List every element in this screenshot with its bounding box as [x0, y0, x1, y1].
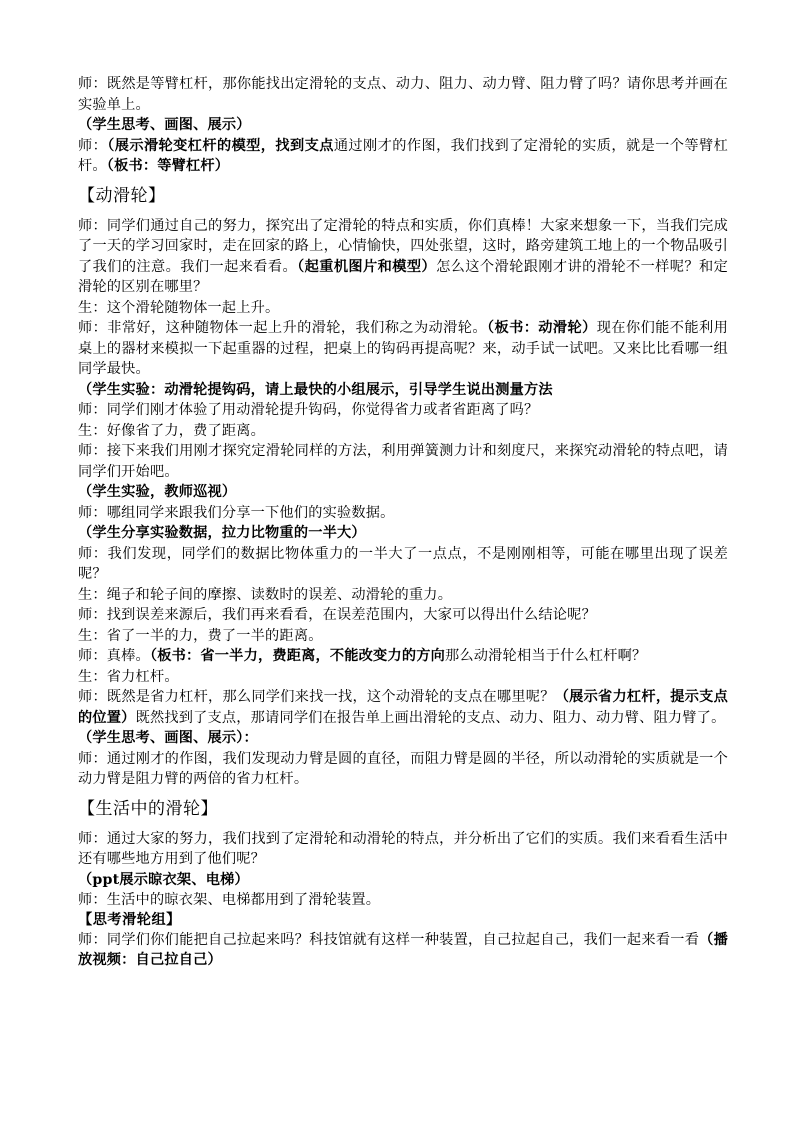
text-run: 师：既然是省力杠杆，那么同学们来找一找，这个动滑轮的支点在哪里呢？	[78, 689, 555, 705]
paragraph	[78, 870, 728, 891]
text-run: 师：同学们你们能把自己拉起来吗？科技馆就有这样一种装置，自己拉起自己，我们一起来看一看	[78, 931, 700, 948]
paragraph	[78, 667, 728, 688]
bold-text: （展示滑轮变杠杆的模型，找到支点	[107, 137, 334, 154]
text-run: 生：这个滑轮随物体一起上升。	[78, 299, 280, 316]
text-run: 师：	[78, 137, 108, 154]
bold-text: （学生实验，教师巡视）	[78, 484, 237, 500]
bold-text: （板书：等臂杠杆）	[106, 158, 230, 174]
paragraph	[78, 482, 728, 503]
paragraph	[78, 115, 728, 136]
paragraph	[78, 890, 728, 911]
text-run: 生：绳子和轮子间的摩擦、读数时的误差、动滑轮的重力。	[78, 586, 453, 603]
text-run: 师：哪组同学来跟我们分享一下他们的实验数据。	[78, 504, 395, 521]
text-run: 通过刚才的作图，我们找到了定滑轮的实质，就是一个等臂杠杆。	[78, 137, 728, 174]
paragraph	[78, 626, 728, 647]
paragraph	[78, 298, 728, 319]
text-run: 现在你们能不能利用桌上的器材来模拟一下起重器的过程，把桌上的钩码再提高呢？来，动手试一试吧。又来比比看哪一组同学最快。	[78, 320, 728, 377]
bold-text: （学生分享实验数据，拉力比物重的一半大）	[78, 525, 366, 541]
paragraph	[78, 441, 728, 482]
paragraph	[78, 930, 728, 971]
text-run: 生：省力杠杆。	[78, 668, 179, 685]
text-run: 师：生活中的晾衣架、电梯都用到了滑轮装置。	[78, 892, 381, 908]
text-run: 那么动滑轮相当于什么杠杆啊？	[445, 648, 647, 664]
subsection-heading: 【思考滑轮组】	[78, 911, 181, 928]
text-run: 师：通过刚才的作图，我们发现动力臂是圆的直径，而阻力臂是圆的半径，所以动滑轮的实质就是一个动力臂是阻力臂的两倍的省力杠杆。	[78, 750, 728, 787]
text-run: 师：找到误差来源后，我们再来看看，在误差范围内，大家可以得出什么结论呢？	[78, 607, 596, 623]
text-run: 生：省了一半的力，费了一半的距离。	[78, 627, 323, 644]
text-run: 师：同学们通过自己的努力，探究出了定滑轮的特点和实质，你们真棒！大家来想象一下，当我们完成了一天的学习回家时，走在回家的路上，心情愉快，四处张望，这时，路旁建筑工地上的一个物品吸引了我们的注意。我们一起来看看。	[78, 217, 728, 275]
paragraph	[78, 400, 728, 421]
section-heading: 【动滑轮】	[78, 185, 166, 206]
bold-text: （ppt展示晾衣架、电梯）	[78, 871, 249, 888]
bold-text: （播放视频：自己拉自己）	[78, 931, 728, 968]
document-page	[78, 74, 728, 971]
bold-text: （板书：省一半力，费距离，不能改变力的方向	[149, 648, 445, 664]
text-run: 师：接下来我们用刚才探究定滑轮同样的方法，利用弹簧测力计和刻度尺，来探究动滑轮的特点吧，请同学们开始吧。	[78, 443, 728, 480]
text-run: 师：同学们刚才体验了用动滑轮提升钩码，你觉得省力或者省距离了吗？	[78, 402, 539, 418]
paragraph	[78, 646, 728, 667]
text-run: 师：非常好，这种随物体一起上升的滑轮，我们称之为动滑轮。	[78, 320, 487, 336]
paragraph	[78, 749, 728, 790]
text-run: 师：我们发现，同学们的数据比物体重力的一半大了一点点，不是刚刚相等，可能在哪里出现了误差呢？	[78, 545, 728, 582]
bold-text: （学生思考、画图、展示）	[78, 117, 251, 133]
paragraph	[78, 503, 728, 524]
bold-text: （起重机图片和模型）	[297, 258, 437, 275]
paragraph	[78, 421, 728, 442]
text-run: 师：真棒。	[78, 648, 150, 664]
paragraph	[78, 136, 728, 177]
paragraph	[78, 728, 728, 749]
paragraph	[78, 216, 728, 298]
bold-text: （板书：动滑轮）	[486, 320, 597, 336]
text-run: 怎么这个滑轮跟刚才讲的滑轮不一样呢？和定滑轮的区别在哪里？	[78, 258, 728, 295]
paragraph	[78, 605, 728, 626]
bold-text: （学生思考、画图、展示）：	[78, 730, 258, 746]
paragraph	[78, 687, 728, 728]
text-run: 师：既然是等臂杠杆，那你能找出定滑轮的支点、动力、阻力、动力臂、阻力臂了吗？请你思考并画在实验单上。	[78, 76, 728, 113]
section-heading: 【生活中的滑轮】	[78, 798, 218, 819]
text-run: 既然找到了支点，那请同学们在报告单上画出滑轮的支点、动力、阻力、动力臂、阻力臂了。	[135, 709, 726, 726]
paragraph	[78, 829, 728, 870]
paragraph	[78, 544, 728, 585]
paragraph	[78, 523, 728, 544]
paragraph	[78, 318, 728, 380]
text-run: 师：通过大家的努力，我们找到了定滑轮和动滑轮的特点，并分析出了它们的实质。我们来看看生活中还有哪些地方用到了他们呢？	[78, 830, 728, 867]
bold-text: （学生实验：动滑轮提钩码，请上最快的小组展示，引导学生说出测量方法	[78, 381, 553, 398]
paragraph	[78, 585, 728, 606]
paragraph	[78, 74, 728, 115]
paragraph	[78, 380, 728, 401]
bold-text: （展示省力杠杆，提示支点的位置）	[78, 689, 728, 726]
text-run: 生：好像省了力，费了距离。	[78, 422, 266, 439]
